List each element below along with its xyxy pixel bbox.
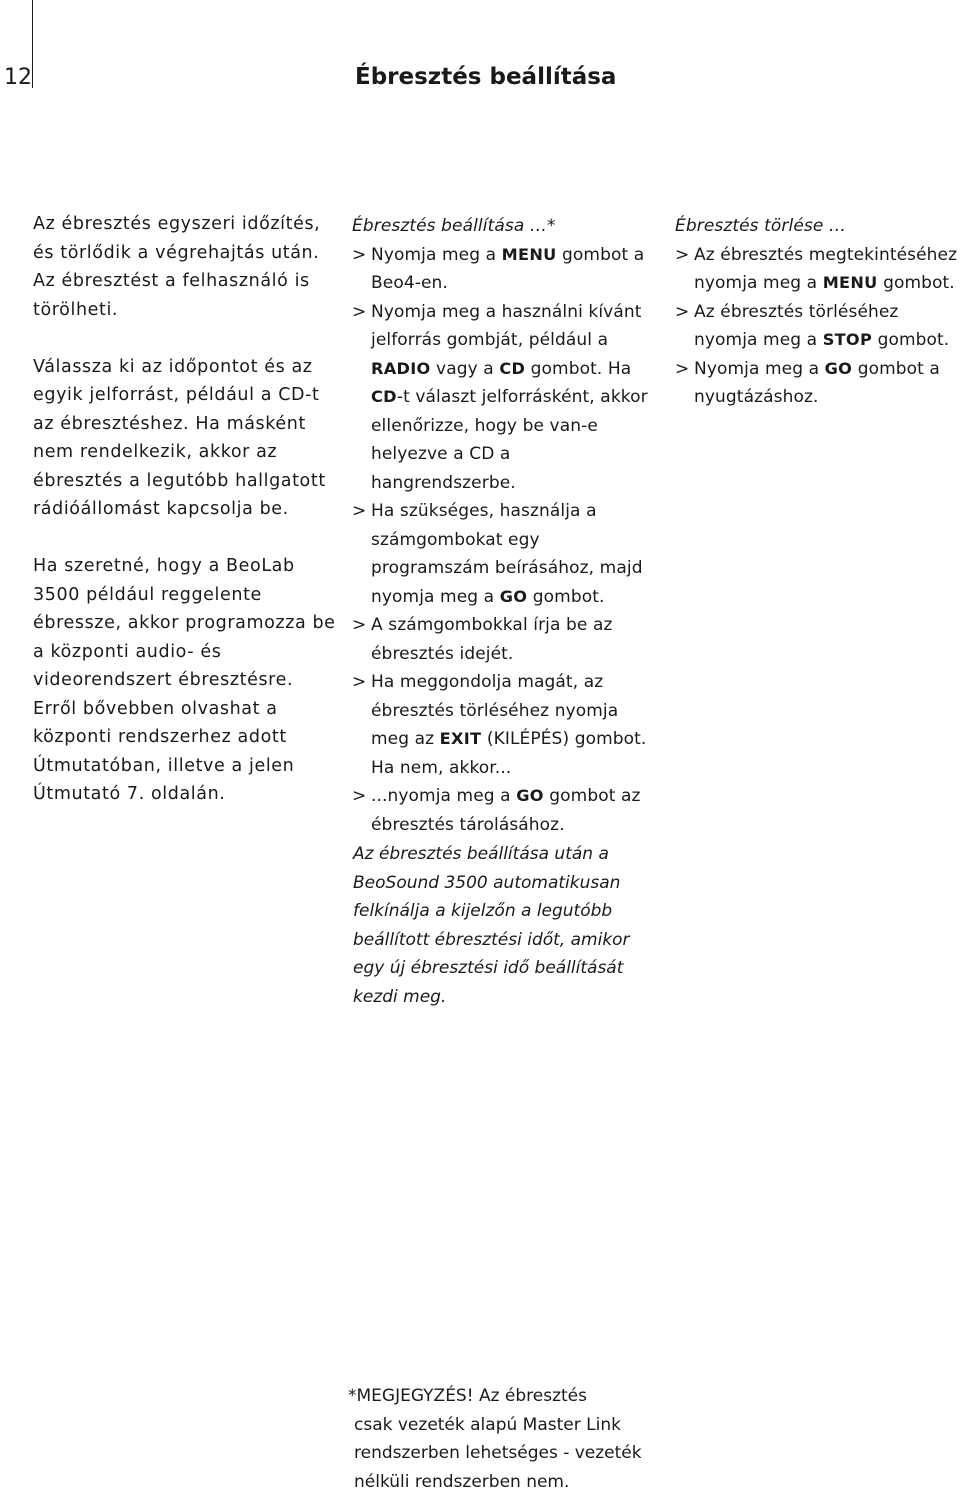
- key-label: MENU: [502, 245, 557, 264]
- step-item: [675, 355, 960, 412]
- step-text: Nyomja meg a: [694, 359, 825, 379]
- step-text: gombot az ébresztés tárolásához.: [371, 786, 641, 835]
- intro-paragraph: Ha szeretné, hogy a BeoLab 3500 például reggelente ébressze, akkor programozza be a központi audio- és videorendszert ébresztésre. Erről bővebben olvashat a központi rendszerhez adott Útmutatóban, illetve a jelen Útmutató 7. oldalán.: [33, 552, 338, 809]
- footnote-line: nélküli rendszerben nem.: [348, 1468, 658, 1496]
- key-label: EXIT: [440, 729, 482, 748]
- step-text: vagy a: [431, 359, 500, 379]
- key-label: RADIO: [371, 359, 431, 378]
- set-alarm-heading: Ébresztés beállítása …*: [352, 212, 657, 241]
- step-item: [352, 611, 657, 668]
- set-alarm-column: [352, 212, 657, 839]
- key-label: CD: [371, 387, 397, 406]
- intro-paragraph: Válassza ki az időpontot és az egyik jelforrást, például a CD-t az ébresztéshez. Ha másként nem rendelkezik, akkor az ébresztés a legutóbb hallgatott rádióállomást kapcsolja be.: [33, 353, 338, 524]
- step-text: gombot. Ha: [525, 359, 631, 379]
- key-label: GO: [825, 359, 853, 378]
- step-text: A számgombokkal írja be az ébresztés idejét.: [371, 615, 613, 664]
- footnote: [348, 1382, 658, 1496]
- step-text: -t választ jelforrásként, akkor ellenőrizze, hogy be van-e helyezve a CD a hangrendszerbe.: [371, 387, 648, 493]
- footnote-line: rendszerben lehetséges - vezeték: [348, 1439, 658, 1468]
- step-text: Az ébresztés megtekintéséhez nyomja meg a: [694, 245, 957, 294]
- step-marker: >: [675, 355, 689, 384]
- step-text: gombot a nyugtázáshoz.: [694, 359, 940, 408]
- footnote-line: *MEGJEGYZÉS! Az ébresztés: [348, 1382, 658, 1411]
- step-marker: >: [352, 611, 366, 640]
- alarm-note: Az ébresztés beállítása után a BeoSound 3500 automatikusan felkínálja a kijelzőn a legutóbb beállított ébresztési időt, amikor egy új ébresztési idő beállítását kezdi meg.: [353, 840, 653, 1011]
- step-item: [675, 241, 960, 298]
- intro-paragraph: Az ébresztés egyszeri időzítés, és törlődik a végrehajtás után. Az ébresztést a felhasználó is törölheti.: [33, 210, 338, 324]
- page-title: Ébresztés beállítása: [355, 62, 616, 92]
- step-item: [675, 298, 960, 355]
- step-text: Ha szükséges, használja a számgombokat egy programszám beírásához, majd nyomja meg a: [371, 501, 643, 607]
- key-label: GO: [500, 587, 528, 606]
- step-marker: >: [352, 668, 366, 697]
- intro-column: [33, 210, 338, 809]
- step-item: [352, 782, 657, 839]
- footnote-line: csak vezeték alapú Master Link: [348, 1411, 658, 1440]
- step-item: [352, 241, 657, 298]
- step-text: gombot.: [872, 330, 949, 350]
- key-label: STOP: [823, 330, 872, 349]
- step-text: (KILÉPÉS) gombot. Ha nem, akkor...: [371, 729, 646, 778]
- delete-alarm-heading: Ébresztés törlése …: [675, 212, 960, 241]
- step-marker: >: [352, 241, 366, 270]
- step-marker: >: [352, 497, 366, 526]
- step-text: gombot.: [527, 587, 604, 607]
- step-item: [352, 668, 657, 782]
- set-alarm-steps: [352, 241, 657, 840]
- step-text: ...nyomja meg a: [371, 786, 516, 806]
- key-label: CD: [499, 359, 525, 378]
- delete-alarm-steps: [675, 241, 960, 412]
- delete-alarm-column: [675, 212, 960, 412]
- key-label: MENU: [823, 273, 878, 292]
- step-text: Nyomja meg a: [371, 245, 502, 265]
- step-marker: >: [675, 298, 689, 327]
- step-marker: >: [352, 782, 366, 811]
- step-marker: >: [675, 241, 689, 270]
- key-label: GO: [516, 786, 544, 805]
- step-marker: >: [352, 298, 366, 327]
- step-text: Ha meggondolja magát, az ébresztés törléséhez nyomja meg az: [371, 672, 618, 749]
- step-item: [352, 298, 657, 498]
- step-text: gombot.: [878, 273, 955, 293]
- step-item: [352, 497, 657, 611]
- step-text: Az ébresztés törléséhez nyomja meg a: [694, 302, 898, 351]
- header-divider: [32, 0, 33, 88]
- page-number: 12: [4, 64, 32, 92]
- step-text: gombot a Beo4-en.: [371, 245, 644, 294]
- step-text: Nyomja meg a használni kívánt jelforrás gombját, például a: [371, 302, 642, 351]
